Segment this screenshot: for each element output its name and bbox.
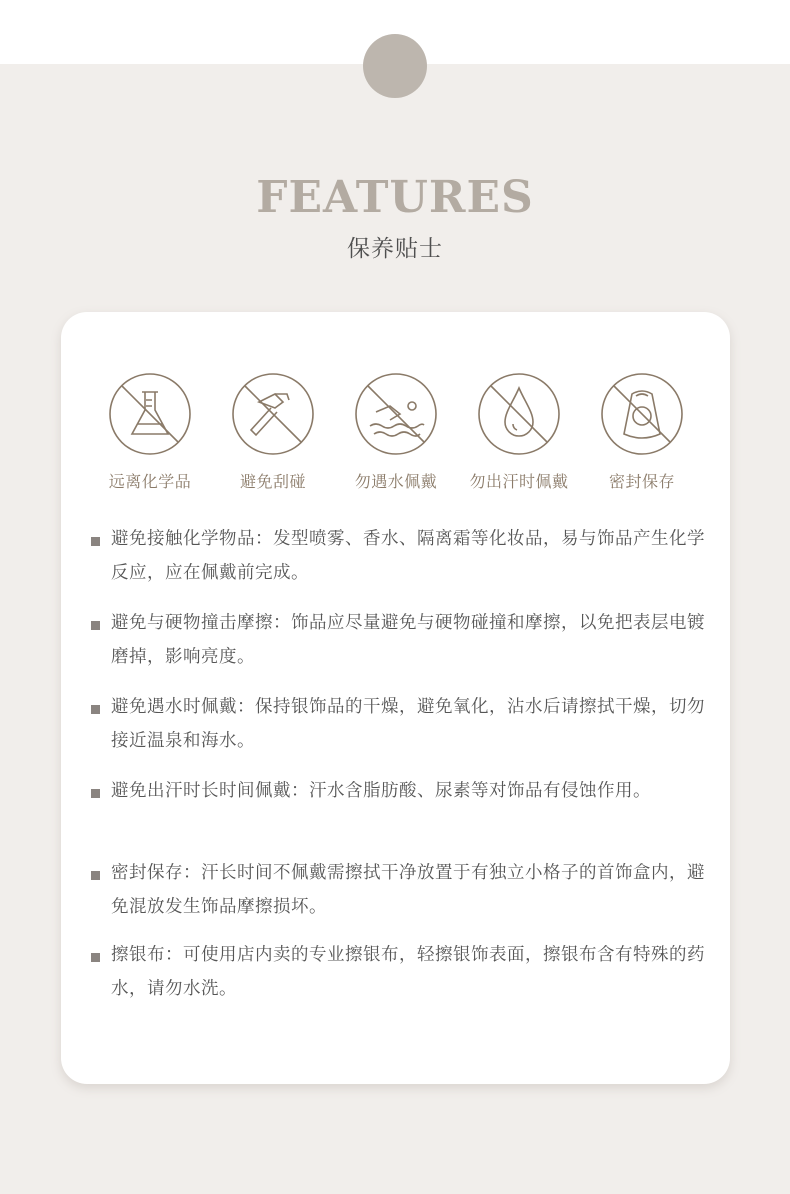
page-title: FEATURES: [256, 172, 534, 223]
tip-text: 密封保存：汗长时间不佩戴需擦拭干净放置于有独立小格子的首饰盒内，避免混放发生饰品摩擦损坏。: [111, 863, 705, 917]
bullet-marker: [91, 871, 100, 880]
bullet-marker: [91, 789, 100, 798]
bullet-marker: [91, 705, 100, 714]
icon-label: 密封保存: [608, 472, 675, 491]
decorative-circle: [363, 34, 427, 98]
icon-row: [61, 372, 730, 512]
icon-item-hammer: [211, 372, 335, 492]
tip-text: 避免接触化学物品：发型喷雾、香水、隔离霜等化妆品，易与饰品产生化学反应，应在佩戴前完成。: [111, 529, 705, 583]
care-tips-card: [61, 312, 730, 1084]
icon-label: 勿出汗时佩戴: [469, 472, 569, 491]
tip-text: 擦银布：可使用店内卖的专业擦银布，轻擦银饰表面，擦银布含有特殊的药水，请勿水洗。: [111, 945, 705, 999]
icon-item-swimming: [334, 372, 458, 492]
tip-text: 避免与硬物撞击摩擦：饰品应尽量避免与硬物碰撞和摩擦，以免把表层电镀磨掉，影响亮度。: [111, 613, 705, 667]
no-sweat-drop-icon: [477, 372, 561, 456]
icon-item-sweat: [457, 372, 581, 492]
tip-text: 避免出汗时长时间佩戴：汗水含脂肪酸、尿素等对饰品有侵蚀作用。: [111, 781, 651, 801]
no-chemical-flask-icon: [108, 372, 192, 456]
icon-label: 勿遇水佩戴: [354, 472, 438, 491]
no-swimming-icon: [354, 372, 438, 456]
bullet-marker: [91, 953, 100, 962]
icon-item-storage: [580, 372, 704, 492]
sealed-storage-icon: [600, 372, 684, 456]
page-subtitle: 保养贴士: [347, 236, 443, 262]
icon-label: 远离化学品: [108, 472, 192, 491]
no-hammer-icon: [231, 372, 315, 456]
icon-label: 避免刮碰: [239, 472, 306, 491]
bullet-marker: [91, 621, 100, 630]
icon-item-chemical: [88, 372, 212, 492]
bullet-marker: [91, 537, 100, 546]
tip-text: 避免遇水时佩戴：保持银饰品的干燥，避免氧化，沾水后请擦拭干燥，切勿接近温泉和海水。: [111, 697, 705, 751]
